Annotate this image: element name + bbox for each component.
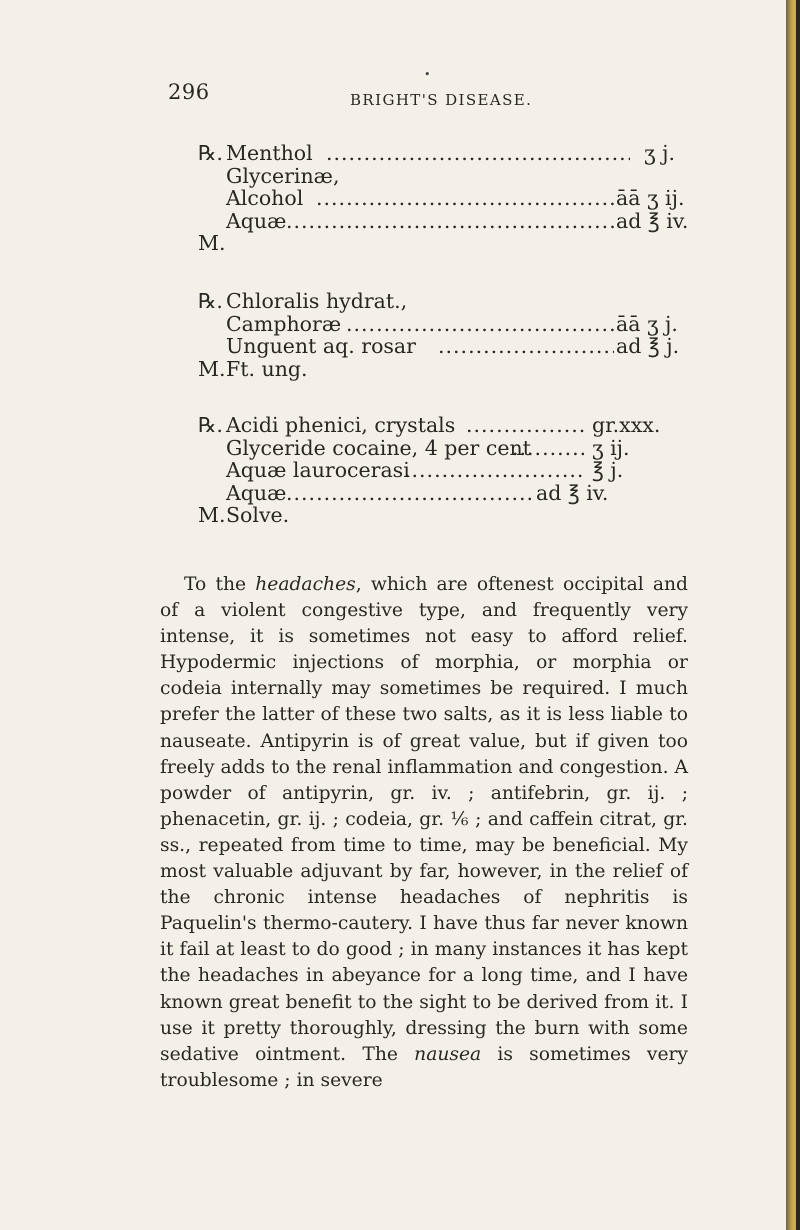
- dot-leader: [404, 459, 584, 482]
- prescription-2: [198, 290, 684, 380]
- ingredient-quantity: ad ℥ iv.: [616, 208, 689, 233]
- dot-leader: [466, 414, 584, 437]
- stray-mark: •: [424, 68, 431, 81]
- ingredient-quantity: ad ℥ j.: [616, 334, 680, 358]
- rx-line: [198, 459, 684, 482]
- rx-line: [198, 208, 689, 233]
- misce-label: M.: [198, 231, 226, 255]
- rx-line: [198, 290, 684, 313]
- rx-closing: [198, 504, 684, 527]
- body-paragraph: [160, 572, 688, 1094]
- ingredient-quantity: āā ʒ ij.: [616, 186, 685, 210]
- dot-leader: [512, 437, 584, 460]
- ingredient-name: Glyceride cocaine, 4 per cent: [226, 435, 531, 460]
- recipe-symbol: ℞.: [198, 413, 223, 437]
- ingredient-name: Aquæ: [226, 208, 287, 233]
- page-number: 296: [168, 80, 210, 104]
- misce-text: Ft. ung.: [226, 356, 308, 381]
- rx-line: [198, 187, 684, 210]
- rx-closing: [198, 358, 684, 381]
- ingredient-quantity: gr.xxx.: [592, 413, 661, 437]
- rx-line: [198, 335, 684, 358]
- ingredient-quantity: ℥ j.: [592, 458, 624, 482]
- term-headaches: headaches: [255, 574, 356, 595]
- ingredient-name: Alcohol: [226, 186, 304, 210]
- dot-leader: [346, 313, 614, 336]
- rx-line: [198, 414, 684, 437]
- recipe-symbol: ℞.: [198, 289, 223, 313]
- paragraph-body-2: is sometimes very troublesome ; in severe: [160, 1043, 688, 1091]
- dot-leader: [286, 210, 614, 233]
- misce-text: Solve.: [226, 503, 290, 527]
- running-head: BRIGHT'S DISEASE.: [350, 91, 533, 109]
- rx-line: [198, 142, 684, 165]
- recipe-symbol: ℞.: [198, 141, 223, 165]
- dot-leader: [316, 187, 614, 210]
- ingredient-name: Acidi phenici, crystals: [226, 413, 456, 437]
- paragraph-body: , which are oftenest occipital and of a violent congestive type, and frequently very intense, it is sometimes not easy to afford relief. Hypodermic injections of morphia, or morphia or codeia internally may sometimes be required. I much prefer the latter of these two salts, as it is less liable to nauseate. Antipyrin is of great value, but if given too freely adds to the renal inflammation and congestion. A powder of antipyrin, gr. iv. ; antifebrin, gr. ij. ; phenacetin, gr. ij. ; codeia, gr. ⅙ ; and caffein citrat, gr. ss., repeated from time to time, may be beneficial. My most valuable adjuvant by far, however, in the relief of the chronic intense headaches of nephritis is Paquelin's thermo-cautery. I have thus far never known it fail at least to do good ; in many instances it has kept the headaches in abeyance for a long time, and I have known great benefit to the sight to be derived from it. I use it pretty thoroughly, dressing the burn with some sedative ointment.: [160, 574, 688, 1065]
- prescription-3: [198, 414, 684, 527]
- ingredient-name: Glycerinæ,: [226, 163, 340, 188]
- ingredient-quantity: ʒ j.: [644, 141, 675, 165]
- ingredient-name: Aquæ: [226, 480, 287, 505]
- term-nausea: nausea: [414, 1043, 482, 1065]
- misce-label: M.: [198, 503, 226, 527]
- book-edge-shadow: [796, 0, 800, 1230]
- prescription-1: [198, 141, 689, 255]
- rx-line: [198, 165, 684, 188]
- ingredient-quantity: ad ℥ iv.: [536, 480, 609, 505]
- ingredient-quantity: ʒ ij.: [592, 435, 630, 460]
- page-header: [168, 80, 768, 120]
- rx-closing: [198, 232, 684, 255]
- dot-leader: [286, 482, 534, 505]
- paragraph-lead: To the: [184, 574, 256, 595]
- ingredient-name: Chloralis hydrat.,: [226, 289, 408, 313]
- paragraph-lead-2: The: [362, 1043, 415, 1065]
- rx-line: [198, 313, 684, 336]
- ingredient-name: Menthol: [226, 141, 313, 165]
- ingredient-quantity: āā ʒ j.: [616, 311, 678, 336]
- misce-label: M.: [198, 356, 226, 381]
- ingredient-name: Unguent aq. rosar: [226, 334, 416, 358]
- ingredient-name: Camphoræ: [226, 311, 342, 336]
- ingredient-name: Aquæ laurocerasi: [226, 458, 410, 482]
- rx-line: [198, 437, 684, 460]
- dot-leader: [438, 335, 614, 358]
- dot-leader: [326, 142, 630, 165]
- rx-line: [198, 482, 684, 505]
